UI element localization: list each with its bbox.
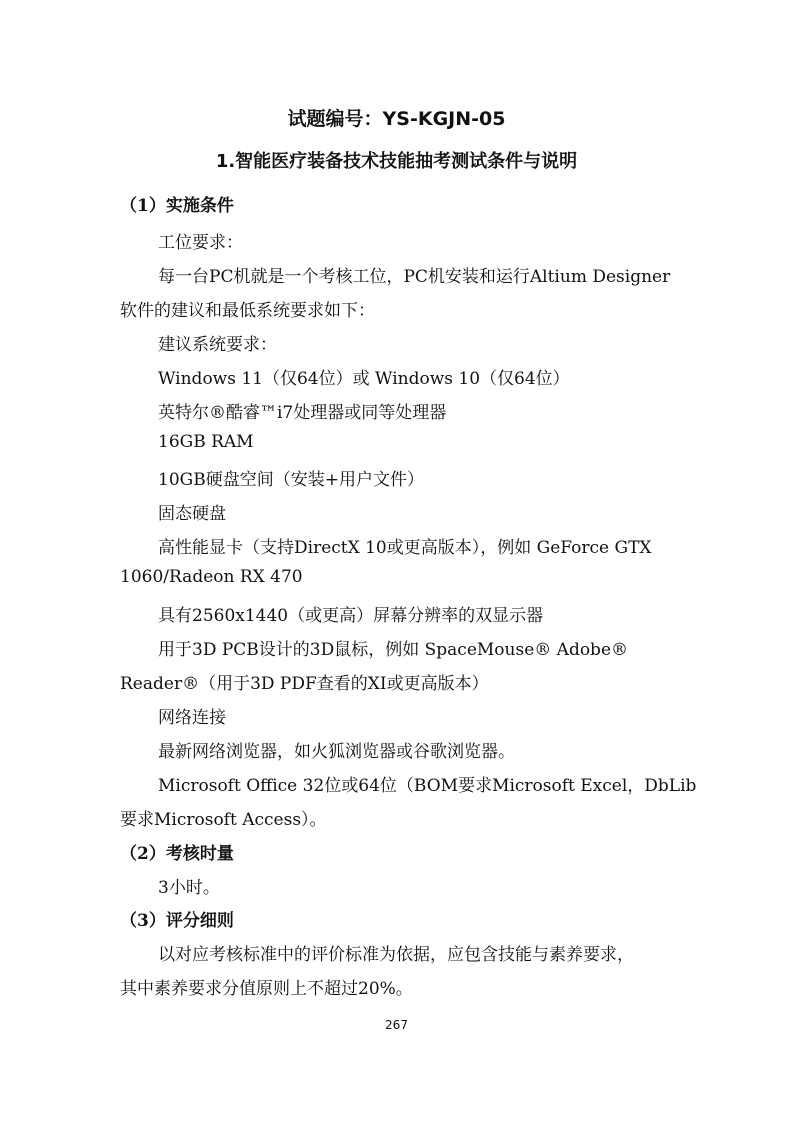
recommend-label: 建议系统要求： (158, 335, 277, 355)
requirement-office: Microsoft Office 32位或64位（BOM要求Microsoft Excel，DbLib (158, 776, 697, 796)
page-number: 267 (385, 1018, 408, 1032)
section1-heading: （1）实施条件 (120, 196, 234, 216)
scoring-line: 以对应考核标准中的评价标准为依据，应包含技能与素养要求， (158, 945, 634, 965)
requirement-cpu: 英特尔®酷睿™i7处理器或同等处理器 (158, 403, 447, 423)
requirement-gpu: 高性能显卡（支持DirectX 10或更高版本），例如 GeForce GTX (158, 538, 652, 558)
requirement-ssd: 固态硬盘 (158, 504, 226, 524)
requirement-browser: 最新网络浏览器，如火狐浏览器或谷歌浏览器。 (158, 742, 515, 762)
paragraph-line: 软件的建议和最低系统要求如下： (120, 301, 375, 321)
requirement-ram: 16GB RAM (158, 432, 254, 452)
requirement-os: Windows 11（仅64位）或 Windows 10（仅64位） (158, 369, 570, 389)
requirement-display: 具有2560x1440（或更高）屏幕分辨率的双显示器 (158, 606, 544, 626)
section3-heading: （3）评分细则 (120, 911, 234, 931)
requirement-network: 网络连接 (158, 708, 226, 728)
requirement-mouse-cont: Reader®（用于3D PDF查看的XI或更高版本） (120, 674, 489, 694)
requirement-disk: 10GB硬盘空间（安装+用户文件） (158, 470, 424, 490)
requirement-mouse: 用于3D PCB设计的3D鼠标，例如 SpaceMouse® Adobe® (158, 640, 628, 660)
section2-heading: （2）考核时量 (120, 844, 234, 864)
requirement-gpu-cont: 1060/Radeon RX 470 (120, 567, 303, 587)
scoring-line: 其中素养要求分值原则上不超过20%。 (120, 979, 413, 999)
duration-text: 3小时。 (158, 878, 220, 898)
exam-id-title: 试题编号：YS-KGJN-05 (287, 108, 506, 130)
paragraph-line: 每一台PC机就是一个考核工位，PC机安装和运行Altium Designer (158, 267, 671, 287)
requirement-office-cont: 要求Microsoft Access）。 (120, 810, 327, 830)
workstation-label: 工位要求： (158, 233, 243, 253)
document-title: 1.智能医疗装备技术技能抽考测试条件与说明 (215, 151, 578, 172)
